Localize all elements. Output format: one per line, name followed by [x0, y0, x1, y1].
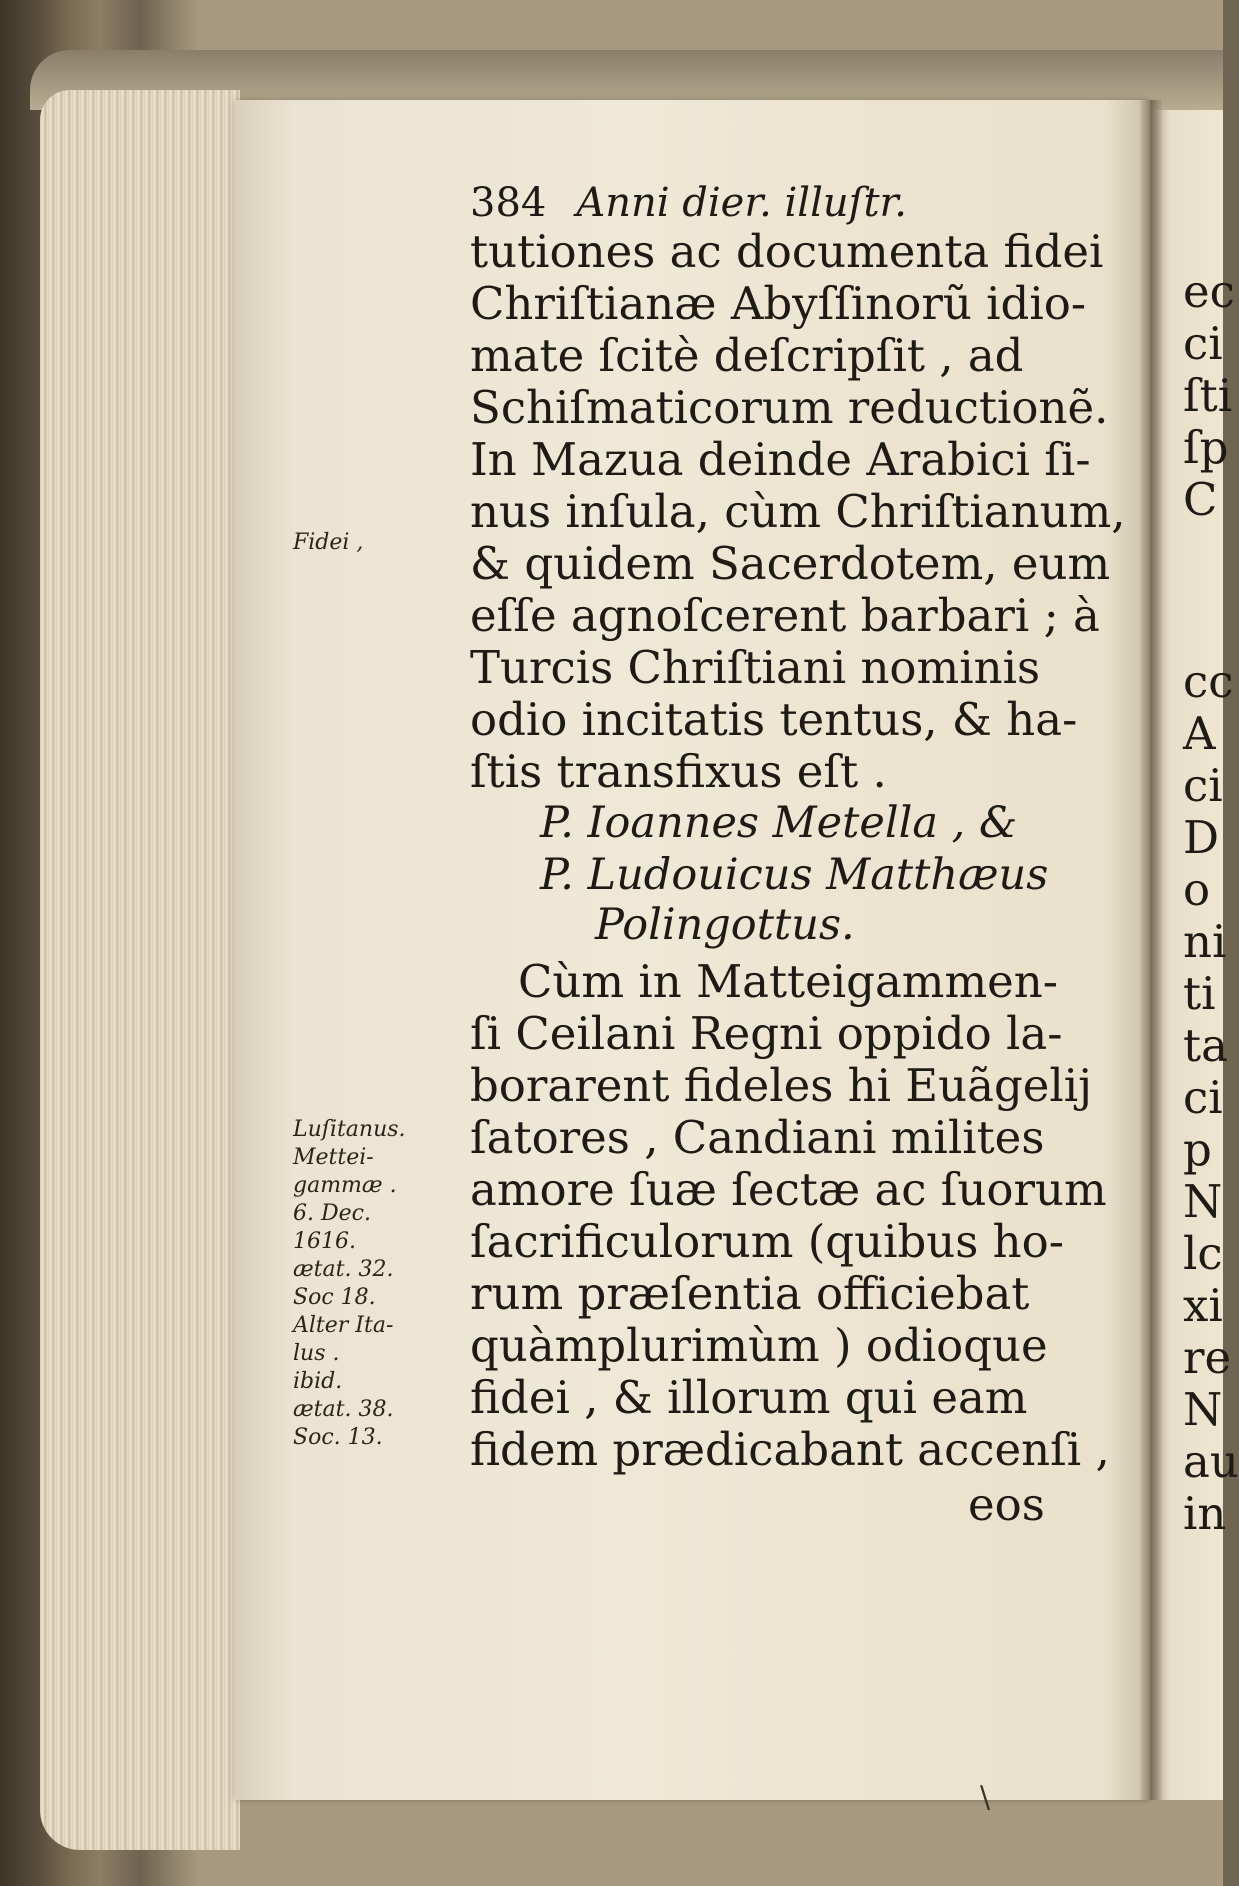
body-line: nus inſula, cùm Chriſtianum,	[470, 485, 1126, 538]
body-line: Chriſtianæ Abyſſinorũ idio-	[470, 277, 1087, 330]
margin-note: 6. Dec.	[293, 1201, 371, 1226]
body-line: & quidem Sacerdotem, eum	[470, 537, 1111, 590]
page-edges	[40, 90, 240, 1850]
body-line: In Mazua deinde Arabici ſi-	[470, 433, 1091, 486]
right-page-fragment: ti	[1183, 967, 1216, 1020]
body-line: quàmplurimùm ) odioque	[470, 1319, 1048, 1372]
running-title: Anni dier. illuſtr.	[576, 180, 907, 226]
right-page-fragment: xi	[1183, 1279, 1223, 1332]
right-page-fragment: ſp	[1183, 421, 1229, 474]
body-line: ſi Ceilani Regni oppido la-	[470, 1007, 1063, 1060]
body-line: ſatores , Candiani milites	[470, 1111, 1045, 1164]
body-line: odio incitatis tentus, & ha-	[470, 693, 1078, 746]
body-line: eſſe agnoſcerent barbari ; à	[470, 589, 1100, 642]
margin-note-fidei: Fidei ,	[293, 530, 364, 555]
margin-note: ætat. 32.	[293, 1257, 394, 1282]
right-page-fragment: lc	[1183, 1227, 1223, 1280]
body-line: ſtis transfixus eſt .	[470, 745, 887, 798]
body-line: fidem prædicabant accenſi ,	[470, 1423, 1110, 1476]
right-page-fragment: ſti	[1183, 369, 1233, 422]
right-page-fragment: ta	[1183, 1019, 1228, 1072]
page-number: 384	[470, 180, 547, 226]
body-line: fidei , & illorum qui eam	[470, 1371, 1028, 1424]
body-line: Schiſmaticorum reductionẽ.	[470, 381, 1109, 434]
margin-note: ibid.	[293, 1369, 343, 1394]
right-page-fragment: in	[1183, 1487, 1227, 1540]
page-header	[470, 180, 907, 226]
heading-line: Polingottus.	[595, 900, 855, 950]
right-page-fragment: ci	[1183, 317, 1223, 370]
right-page-fragment: p	[1183, 1123, 1212, 1176]
catchword: eos	[968, 1478, 1045, 1531]
margin-note: Luſitanus.	[293, 1117, 406, 1142]
margin-note: gammæ .	[293, 1173, 397, 1198]
margin-note: Mettei-	[293, 1145, 374, 1170]
right-page-fragment: ec	[1183, 265, 1235, 318]
margin-note: Alter Ita-	[293, 1313, 394, 1338]
right-page-fragment: o	[1183, 863, 1211, 916]
body-line: Turcis Chriſtiani nominis	[470, 641, 1041, 694]
body-line: borarent fideles hi Euãgelij	[470, 1059, 1093, 1112]
book-gutter	[1140, 100, 1162, 1800]
body-line: Cùm in Matteigammen-	[518, 955, 1058, 1008]
right-page-fragment: au	[1183, 1435, 1239, 1488]
right-page-fragment: N	[1183, 1383, 1223, 1436]
right-page-fragment: re	[1183, 1331, 1232, 1384]
right-page-fragment: ci	[1183, 1071, 1223, 1124]
right-page-fragment: cc	[1183, 655, 1234, 708]
heading-line: P. Ludouicus Matthæus	[540, 850, 1049, 900]
body-line: amore ſuæ ſectæ ac ſuorum	[470, 1163, 1107, 1216]
margin-note: Soc 18.	[293, 1285, 376, 1310]
right-page-fragment: A	[1183, 707, 1216, 760]
right-page-fragment: C	[1183, 473, 1218, 526]
body-line: mate ſcitè deſcripſit , ad	[470, 329, 1024, 382]
margin-note: 1616.	[293, 1229, 356, 1254]
body-line: tutiones ac documenta fidei	[470, 225, 1104, 278]
body-line: rum præſentia officiebat	[470, 1267, 1030, 1320]
ink-mark: \	[980, 1780, 991, 1815]
margin-note: lus .	[293, 1341, 340, 1366]
right-page-fragment: N	[1183, 1175, 1223, 1228]
body-line: ſacrificulorum (quibus ho-	[470, 1215, 1064, 1268]
margin-note: ætat. 38.	[293, 1397, 394, 1422]
heading-line: P. Ioannes Metella , &	[540, 798, 1018, 848]
right-page-fragment: D	[1183, 811, 1220, 864]
right-page-fragment: ci	[1183, 759, 1223, 812]
margin-note: Soc. 13.	[293, 1425, 383, 1450]
right-page-fragment: ni	[1183, 915, 1227, 968]
